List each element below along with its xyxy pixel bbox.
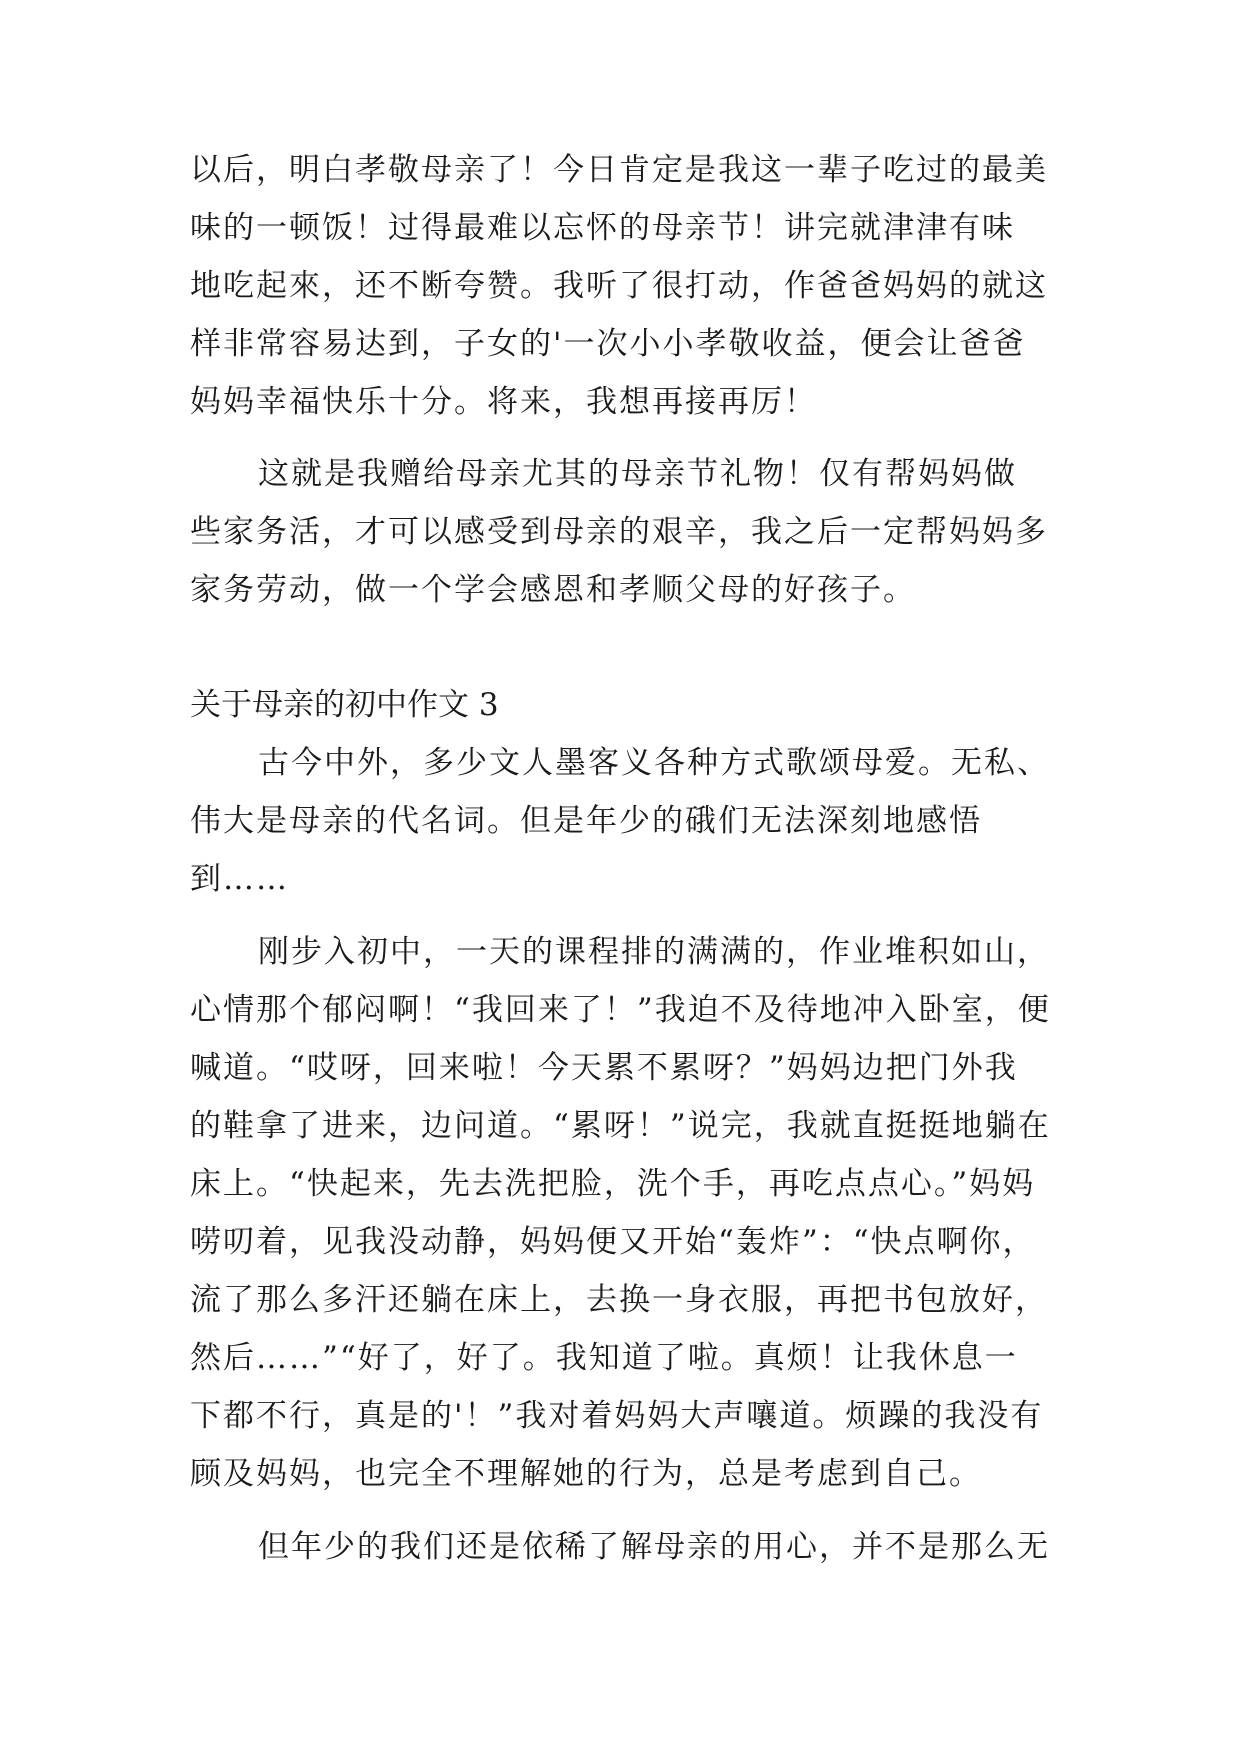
text-line: 以后，明白孝敬母亲了！今日肯定是我这一辈子吃过的最美 bbox=[190, 152, 1048, 188]
paragraph-first-line: 古今中外，多少文人墨客义各种方式歌颂母爱。无私、 bbox=[258, 745, 1050, 781]
text-line: 唠叨着，见我没动静，妈妈便又开始“轰炸”：“快点啊你， bbox=[190, 1224, 1036, 1260]
text-line: 的鞋拿了进来，边问道。“累呀！”说完，我就直挺挺地躺在 bbox=[190, 1108, 1051, 1144]
text-line: 妈妈幸福快乐十分。将来，我想再接再厉！ bbox=[190, 384, 817, 420]
paragraph-first-line: 这就是我赠给母亲尤其的母亲节礼物！仅有帮妈妈做 bbox=[258, 456, 1017, 492]
text-line: 床上。“快起来，先去洗把脸，洗个手，再吃点点心。”妈妈 bbox=[190, 1166, 1036, 1202]
section-title: 关于母亲的初中作文 3 bbox=[190, 687, 499, 723]
paragraph-first-line: 刚步入初中，一天的课程排的满满的，作业堆积如山， bbox=[258, 934, 1050, 970]
text-line: 顾及妈妈，也完全不理解她的行为，总是考虑到自己。 bbox=[190, 1456, 982, 1492]
text-line: 地吃起來，还不断夸赞。我听了很打动，作爸爸妈妈的就这 bbox=[190, 268, 1048, 304]
text-line: 家务劳动，做一个学会感恩和孝顺父母的好孩子。 bbox=[190, 572, 916, 608]
text-line: 到…… bbox=[190, 861, 289, 897]
paragraph-first-line: 但年少的我们还是依稀了解母亲的用心，并不是那么无 bbox=[258, 1529, 1050, 1565]
text-line: 些家务活，才可以感受到母亲的艰辛，我之后一定帮妈妈多 bbox=[190, 514, 1048, 550]
text-line: 样非常容易达到，子女的'一次小小孝敬收益，便会让爸爸 bbox=[190, 326, 1026, 362]
text-line: 下都不行，真是的'！”我对着妈妈大声嚷道。烦躁的我没有 bbox=[190, 1398, 1044, 1434]
text-line: 心情那个郁闷啊！“我回来了！”我迫不及待地冲入卧室，便 bbox=[190, 992, 1051, 1028]
text-line: 伟大是母亲的代名词。但是年少的硪们无法深刻地感悟 bbox=[190, 803, 982, 839]
text-line: 喊道。“哎呀，回来啦！今天累不累呀？”妈妈边把门外我 bbox=[190, 1050, 1018, 1086]
text-line: 味的一顿饭！过得最难以忘怀的母亲节！讲完就津津有味 bbox=[190, 210, 1015, 246]
text-line: 然后……”“好了，好了。我知道了啦。真烦！让我休息一 bbox=[190, 1340, 1018, 1376]
text-line: 流了那么多汗还躺在床上，去换一身衣服，再把书包放好， bbox=[190, 1282, 1048, 1318]
